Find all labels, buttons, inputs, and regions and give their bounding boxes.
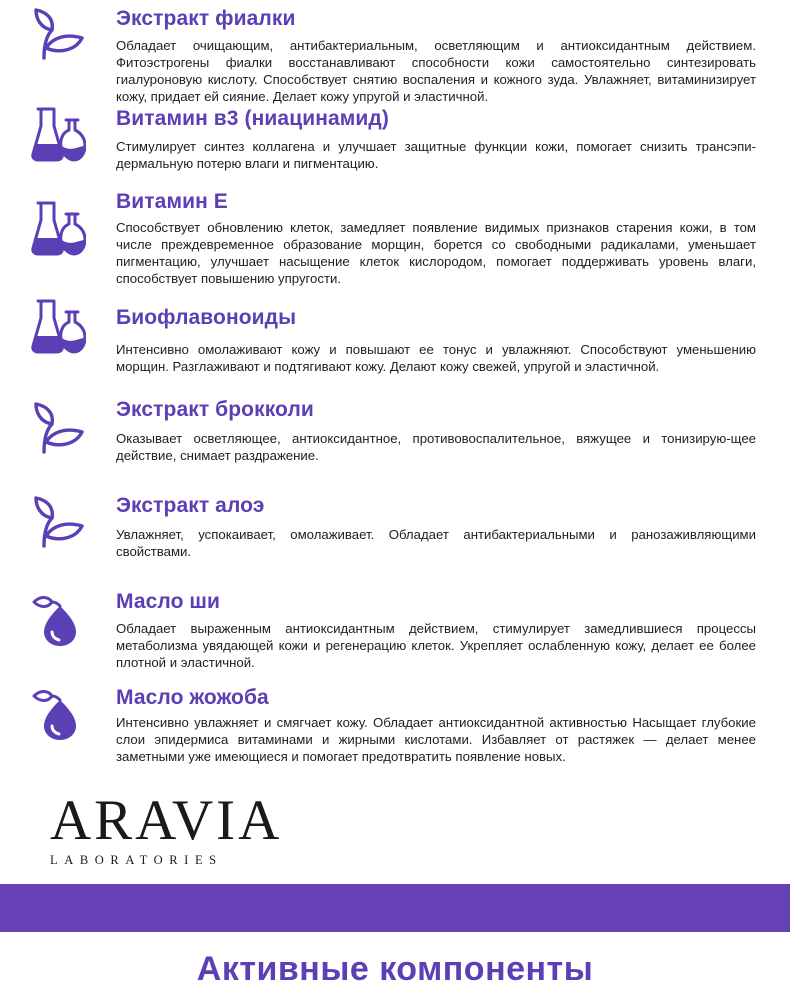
ingredient-title: Экстракт алоэ: [116, 494, 265, 517]
oil-drop-icon: [30, 686, 86, 742]
leaf-icon: [30, 494, 86, 550]
section-title: Активные компоненты: [196, 950, 594, 988]
ingredient-title: Витамин Е: [116, 190, 228, 213]
leaf-icon: [30, 6, 86, 62]
ingredient-description: Оказывает осветляющее, антиоксидантное, противовоспалительное, вяжущее и тонизирую-щее действие, снимает раздражение.: [116, 431, 756, 463]
ingredient-title: Экстракт брокколи: [116, 398, 314, 421]
oil-drop-icon: [30, 592, 86, 648]
ingredient-description: Обладает выраженным антиоксидантным действием, стимулирует замедлившиеся процессы метаболизма увядающей кожи и регенерацию клеток. Укрепляет ослабленную кожу, делает ее более плотной и эластичной.: [116, 621, 756, 670]
ingredient-title: Витамин в3 (ниацинамид): [116, 107, 389, 130]
brand-logo: [50, 789, 283, 870]
logo-wordmark: ARAVIA: [50, 789, 283, 852]
lab-flasks-icon: [30, 298, 86, 354]
lab-flasks-icon: [30, 200, 86, 256]
lab-flasks-icon: [30, 106, 86, 162]
ingredient-description: Интенсивно омолаживают кожу и повышают ее тонус и увлажняют. Способствуют уменьшению морщин. Разглаживают и подтягивают кожу. Делают кожу свежей, упругой и эластичной.: [116, 342, 756, 374]
ingredient-description: Увлажняет, успокаивает, омолаживает. Обладает антибактериальными и ранозаживляющими свойствами.: [116, 527, 756, 559]
leaf-icon: [30, 400, 86, 456]
accent-band: [0, 884, 790, 932]
ingredient-title: Биофлавоноиды: [116, 306, 297, 329]
ingredient-description: Стимулирует синтез коллагена и улучшает защитные функции кожи, помогает снизить трансэпи-дермальную потерю влаги и пигментацию.: [116, 139, 756, 171]
ingredient-description: Способствует обновлению клеток, замедляет появление видимых признаков старения кожи, в том числе преждевременное образование морщин, борется со свободными радикалами, уменьшает пигментацию, улучшает насыщение клеток кислородом, помогает поддерживать уровень влаги, способствует повышению упругости.: [116, 220, 756, 286]
ingredient-description: Интенсивно увлажняет и смягчает кожу. Обладает антиоксидантной активностью Насыщает глубокие слои эпидермиса витаминами и жирными кислотами. Избавляет от растяжек — делает менее заметными уже имеющиеся и помогает предотвратить появление новых.: [116, 715, 756, 764]
ingredient-title: Экстракт фиалки: [116, 7, 296, 30]
ingredient-title: Масло жожоба: [116, 686, 269, 709]
ingredient-title: Масло ши: [116, 590, 221, 613]
logo-subtitle: LABORATORIES: [50, 853, 223, 867]
ingredient-description: Обладает очищающим, антибактериальным, осветляющим и антиоксидантным действием. Фитоэстрогены фиалки восстанавливают способности кожи самостоятельно синтезировать гиалуроновую кислоту. Способствует снятию воспаления и кожного зуда. Увлажняет, витаминизирует кожу, придает ей сияние. Делает кожу упругой и эластичной.: [116, 38, 756, 104]
